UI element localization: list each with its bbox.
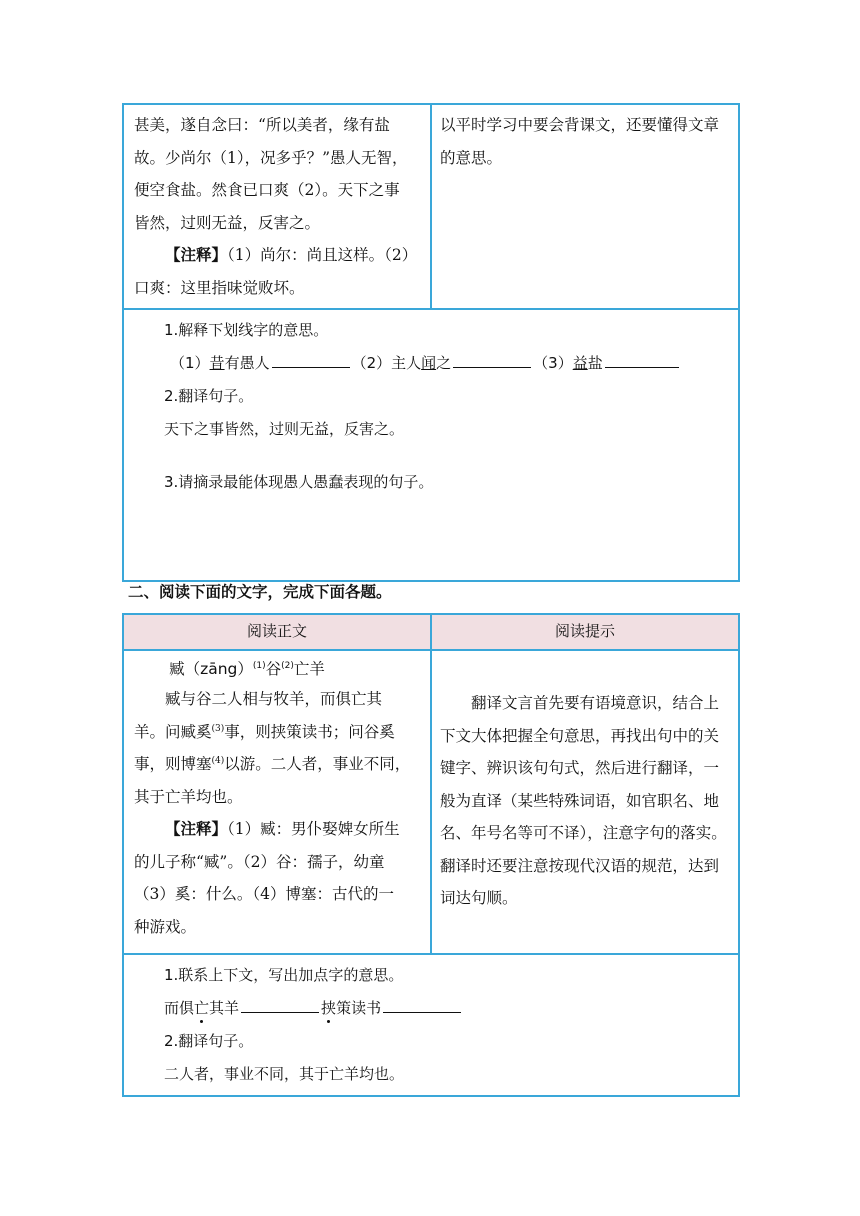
tip-cell <box>431 104 739 309</box>
item-2-prefix: （2）主人 <box>351 354 422 372</box>
notes-text: （1）尚尔：尚且这样。（2） <box>227 246 418 264</box>
notes <box>134 239 420 272</box>
title-sup: (1) <box>252 660 266 671</box>
reading-table-1 <box>122 103 740 582</box>
dotted-char: 亡 <box>194 999 210 1017</box>
dotted-char: 挟 <box>321 999 337 1017</box>
question-2-sentence: 二人者，事业不同，其于亡羊均也。 <box>164 1065 405 1083</box>
section-title: 二、阅读下面的文字，完成下面各题。 <box>128 583 392 601</box>
question-1-items <box>170 347 728 380</box>
passage-cell <box>123 650 431 954</box>
answer-blank[interactable] <box>241 998 319 1013</box>
title-part: 臧（zāng） <box>169 660 253 678</box>
note-marker: (4) <box>211 755 225 766</box>
notes-text: 种游戏。 <box>134 917 197 936</box>
notes-text: （1）臧：男仆娶婢女所生 <box>227 820 400 838</box>
item-1-prefix: （1） <box>170 354 210 372</box>
answer-blank[interactable] <box>272 353 350 368</box>
question-1: 1.解释下划线字的意思。 <box>164 321 329 339</box>
answer-blank[interactable] <box>383 998 461 1013</box>
passage-line <box>134 748 420 781</box>
note-marker: (3) <box>211 723 225 734</box>
item-2-underlined: 闻 <box>421 354 437 372</box>
passage-line: 便空食盐。然食已口爽（2）。天下之事 <box>134 181 400 199</box>
questions-cell <box>123 309 739 581</box>
reading-table-2 <box>122 613 740 1097</box>
passage-line: 其于亡羊均也。 <box>134 787 243 806</box>
header-reading-tip: 阅读提示 <box>431 614 739 650</box>
notes-label: 【注释】 <box>165 246 228 264</box>
passage-row <box>123 650 739 954</box>
item-text: 策读书 <box>336 999 382 1017</box>
tip-cell <box>431 650 739 954</box>
answer-blank[interactable] <box>453 353 531 368</box>
passage-text: 事，则挟策读书；问谷奚 <box>224 722 395 741</box>
item-2-rest: 之 <box>436 354 452 372</box>
title-part: 亡羊 <box>293 660 325 678</box>
question-2: 2.翻译句子。 <box>164 1032 254 1050</box>
tip-text: 翻译文言首先要有语境意识，结合上下文大体把握全句意思，再找出句中的关键字、辨识该句句式，然后进行翻译，一般为直译（某些特殊词语，如官职名、地名、年号名等可不译），注意字句的落实。翻译时还要注意按现代汉语的规范，达到词达句顺。 <box>440 694 727 907</box>
passage-line <box>134 716 420 749</box>
questions-cell <box>123 954 739 1096</box>
item-3-prefix: （3） <box>533 354 573 372</box>
item-1-rest: 有愚人 <box>224 354 270 372</box>
item-1-underlined: 昔 <box>209 354 225 372</box>
title-part: 谷 <box>265 660 282 678</box>
passage-text: 羊。问臧奚 <box>134 722 212 741</box>
tip-text: 以平时学习中要会背课文，还要懂得文章的意思。 <box>440 116 720 167</box>
title-sup: (2) <box>281 660 294 671</box>
passage-text: 以游。二人者，事业不同， <box>224 755 411 773</box>
question-1-items <box>164 992 728 1025</box>
passage-line: 臧与谷二人相与牧羊，而俱亡其 <box>165 690 383 708</box>
item-3-rest: 盐 <box>587 354 603 372</box>
passage-cell <box>123 104 431 309</box>
header-reading-text: 阅读正文 <box>123 614 431 650</box>
passage-title <box>134 655 420 683</box>
questions-row <box>123 954 739 1096</box>
header-row <box>123 614 739 650</box>
notes-label: 【注释】 <box>165 820 228 838</box>
notes-text: 的儿子称“臧”。（2）谷：孺子，幼童 <box>134 852 385 871</box>
question-2: 2.翻译句子。 <box>164 387 254 405</box>
answer-blank[interactable] <box>605 353 679 368</box>
passage-line: 故。少尚尔（1），况多乎？”愚人无智， <box>134 148 408 167</box>
question-2-sentence: 天下之事皆然，过则无益，反害之。 <box>164 420 405 438</box>
passage-text: 事，则博塞 <box>134 755 212 773</box>
questions-row <box>123 309 739 581</box>
item-text: 而俱 <box>164 999 195 1017</box>
passage-row <box>123 104 739 309</box>
item-text: 其羊 <box>209 999 240 1017</box>
item-3-underlined: 益 <box>572 354 588 372</box>
passage-line: 甚美，遂自念曰：“所以美者，缘有盐 <box>134 116 390 134</box>
question-1: 1.联系上下文，写出加点字的意思。 <box>164 966 404 984</box>
notes-text: （3）奚：什么。（4）博塞：古代的一 <box>134 885 394 903</box>
passage-line: 皆然，过则无益，反害之。 <box>134 213 321 232</box>
notes <box>134 813 420 846</box>
notes-text-cont: 口爽：这里指味觉败坏。 <box>134 278 305 297</box>
question-3: 3.请摘录最能体现愚人愚蠢表现的句子。 <box>164 473 434 491</box>
